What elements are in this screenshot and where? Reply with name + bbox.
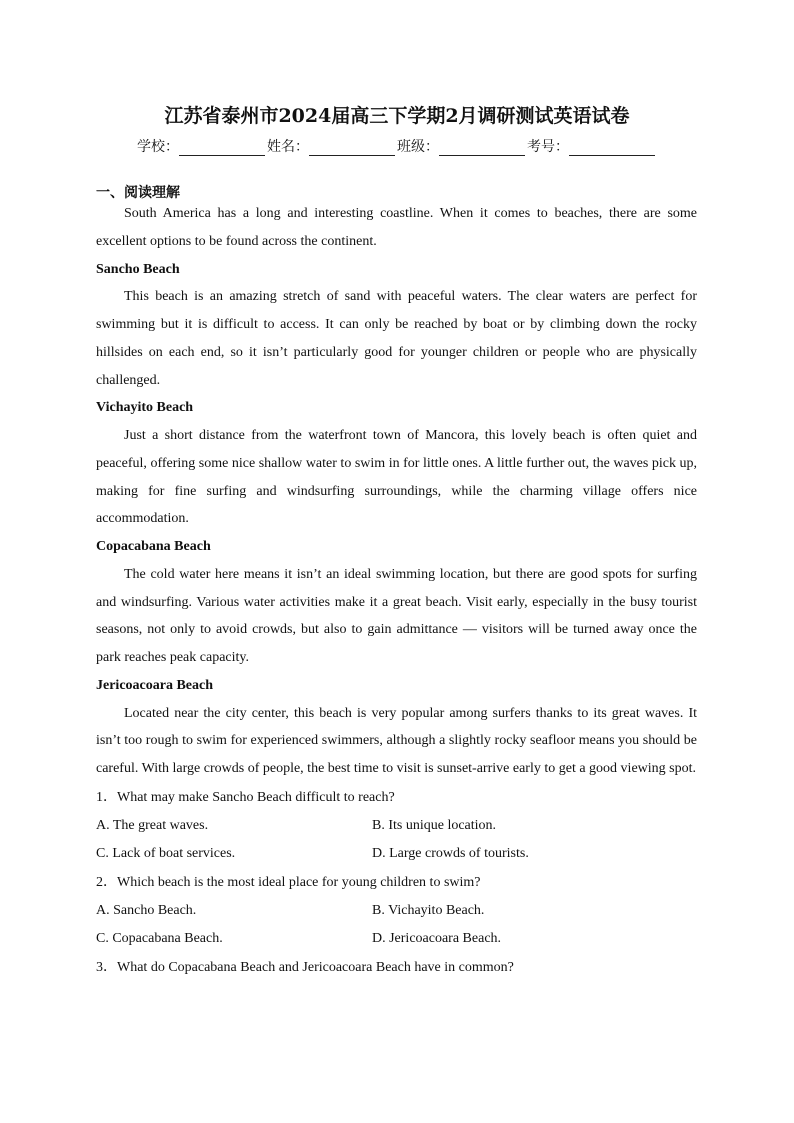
exam-title: 江苏省泰州市2024届高三下学期2月调研测试英语试卷 xyxy=(164,105,630,127)
option-a[interactable]: A. The great waves. xyxy=(96,817,209,833)
beach-paragraph: Just a short distance from the waterfront town of Mancora, this lovely beach is often quiet and peaceful, offering some nice shallow water to swim in for little ones. A little further out, the waves pick up, making for fine surfing and windsurfing surroundings, while the charming village offers nice accommodation. xyxy=(96,427,697,527)
class-label: 班级： xyxy=(397,139,439,155)
beach-heading: Jericoacoara Beach xyxy=(96,677,214,693)
reading-passage xyxy=(96,200,697,982)
options-row xyxy=(96,812,697,840)
name-label: 姓名： xyxy=(267,139,309,155)
beach-heading: Copacabana Beach xyxy=(96,539,211,555)
exam-number-label: 考号： xyxy=(527,139,569,155)
options-row xyxy=(96,897,697,925)
question-stem: 3．What do Copacabana Beach and Jericoacoara Beach have in common? xyxy=(96,959,514,975)
beach-paragraph: This beach is an amazing stretch of sand with peaceful waters. The clear waters are perfect for swimming but it is difficult to access. It can only be reached by boat or by climbing down the rocky hillsides on each end, so it isn’t particularly good for younger children or people who are physically challenged. xyxy=(96,289,697,388)
beach-paragraph: Located near the city center, this beach is very popular among surfers thanks to its great waves. It isn’t too rough to swim for experienced swimmers, although a slightly rocky seafloor means you should be careful. With large crowds of people, the best time to visit is sunset-arrive early to get a good viewing spot. xyxy=(96,705,697,777)
option-d[interactable]: D. Jericoacoara Beach. xyxy=(372,930,502,946)
school-label: 学校： xyxy=(137,139,179,155)
option-b[interactable]: B. Its unique location. xyxy=(372,817,497,833)
beach-heading: Sancho Beach xyxy=(96,261,180,277)
option-c[interactable]: C. Lack of boat services. xyxy=(96,845,236,861)
question-stem: 1．What may make Sancho Beach difficult to reach? xyxy=(96,789,395,805)
beach-paragraph: The cold water here means it isn’t an ideal swimming location, but there are good spots for surfing and windsurfing. Various water activities make it a great beach. Visit early, especially in the busy tourist seasons, not only to avoid crowds, but also to gain admittance — visitors will be turned away once the park reaches peak capacity. xyxy=(96,566,697,666)
name-blank[interactable] xyxy=(309,141,395,156)
beach-heading: Vichayito Beach xyxy=(96,400,194,416)
option-c[interactable]: C. Copacabana Beach. xyxy=(96,930,223,946)
question-stem: 2．Which beach is the most ideal place for young children to swim? xyxy=(96,874,481,890)
school-blank[interactable] xyxy=(179,141,265,156)
class-blank[interactable] xyxy=(439,141,525,156)
exam-number-blank[interactable] xyxy=(569,141,655,156)
options-row xyxy=(96,840,697,868)
option-b[interactable]: B. Vichayito Beach. xyxy=(372,902,485,918)
intro-paragraph: South America has a long and interesting coastline. When it comes to beaches, there are some excellent options to be found across the continent. xyxy=(96,206,697,249)
student-info-line xyxy=(0,136,794,156)
options-row xyxy=(96,925,697,953)
option-d[interactable]: D. Large crowds of tourists. xyxy=(372,845,529,861)
option-a[interactable]: A. Sancho Beach. xyxy=(96,902,197,918)
section-title: 一、阅读理解 xyxy=(96,185,180,201)
